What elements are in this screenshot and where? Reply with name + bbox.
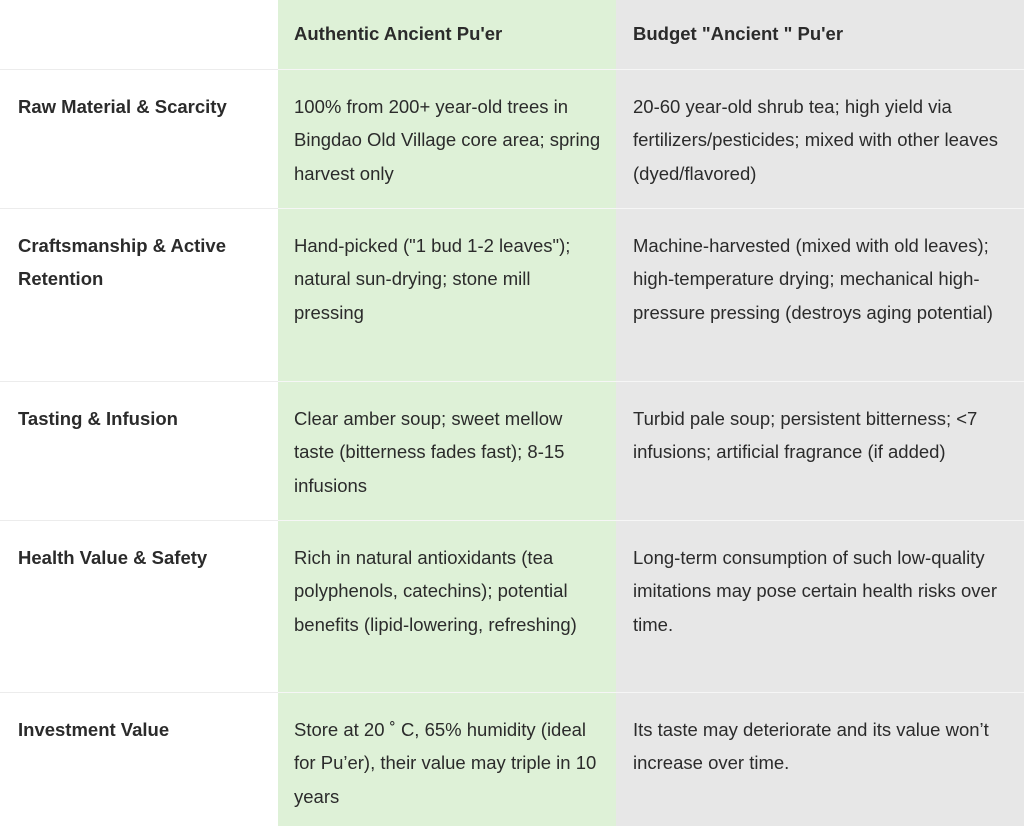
row-label: Health Value & Safety [0,520,278,692]
table-body [0,69,1024,826]
budget-cell: Machine-harvested (mixed with old leaves); high-temperature drying; mechanical high-pressure pressing (destroys aging potential) [616,208,1024,381]
authentic-cell: Hand-picked ("1 bud 1-2 leaves"); natural sun-drying; stone mill pressing [278,208,616,381]
header-authentic: Authentic Ancient Pu'er [278,0,616,69]
header-corner-cell [0,0,278,69]
row-label: Raw Material & Scarcity [0,69,278,208]
budget-cell: 20-60 year-old shrub tea; high yield via fertilizers/pesticides; mixed with other leaves (dyed/flavored) [616,69,1024,208]
authentic-cell: Rich in natural antioxidants (tea polyphenols, catechins); potential benefits (lipid-lowering, refreshing) [278,520,616,692]
table-header [0,0,1024,69]
table-row [0,520,1024,692]
header-row [0,0,1024,69]
header-budget: Budget "Ancient " Pu'er [616,0,1024,69]
table-row [0,69,1024,208]
authentic-cell: Clear amber soup; sweet mellow taste (bitterness fades fast); 8-15 infusions [278,381,616,520]
budget-cell: Turbid pale soup; persistent bitterness; <7 infusions; artificial fragrance (if added) [616,381,1024,520]
budget-cell: Long-term consumption of such low-quality imitations may pose certain health risks over time. [616,520,1024,692]
row-label: Investment Value [0,692,278,826]
authentic-cell: 100% from 200+ year-old trees in Bingdao Old Village core area; spring harvest only [278,69,616,208]
budget-cell: Its taste may deteriorate and its value won’t increase over time. [616,692,1024,826]
table-row [0,208,1024,381]
row-label: Tasting & Infusion [0,381,278,520]
authentic-cell: Store at 20 ˚ C, 65% humidity (ideal for Pu’er), their value may triple in 10 years [278,692,616,826]
table-row [0,692,1024,826]
row-label: Craftsmanship & Active Retention [0,208,278,381]
table-row [0,381,1024,520]
